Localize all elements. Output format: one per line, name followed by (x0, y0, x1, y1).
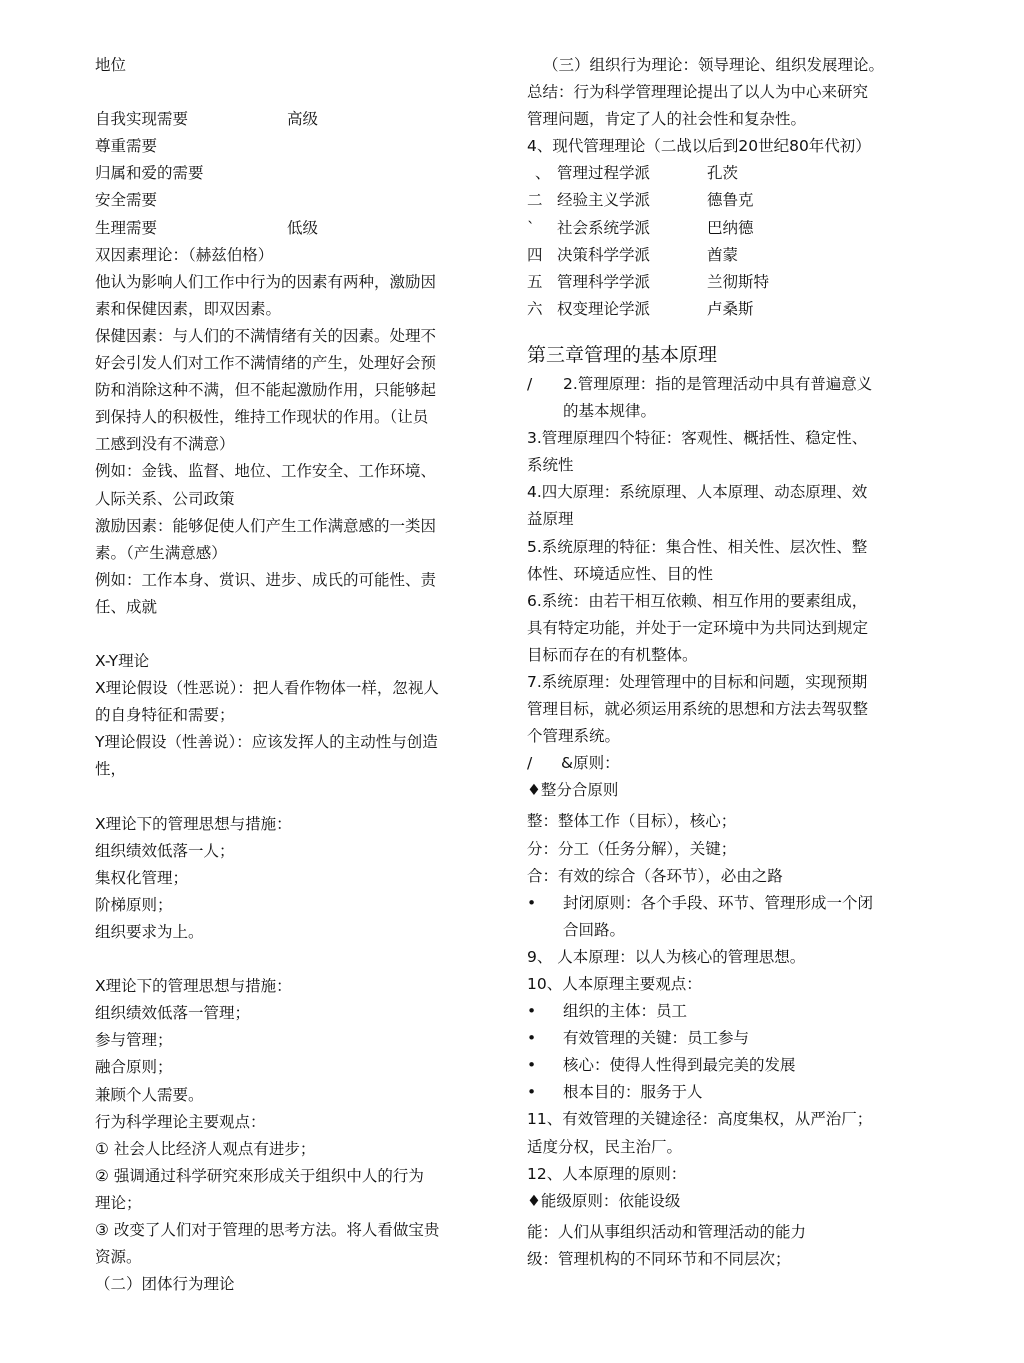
spacer (95, 621, 495, 648)
text-line: 理论； (95, 1193, 142, 1212)
text-line: 能：人们从事组织活动和管理活动的能力 (527, 1222, 807, 1241)
principles-section (527, 425, 927, 750)
text-line: ③ 改变了人们对于管理的思考方法。将人看做宝贵 (95, 1221, 440, 1240)
list-item-text: 根本目的：服务于人 (563, 1083, 703, 1102)
spacer (95, 79, 495, 106)
list-item-text: 有效管理的关键：员工参与 (563, 1029, 750, 1048)
text-line: 双因素理论：（赫兹伯格） (95, 245, 274, 264)
bullet-icon: • (527, 893, 537, 912)
text-line: 体性、环境适应性、目的性 (527, 564, 714, 583)
needs-row (95, 133, 495, 160)
need-label: 生理需要 (95, 218, 158, 237)
text-line: 管理问题，肯定了人的社会性和复杂性。 (527, 110, 807, 129)
need-label: 自我实现需要 (95, 110, 189, 129)
text-line: ① 社会人比经济人观点有进步； (95, 1139, 316, 1158)
school-name: 管理科学学派 (557, 272, 651, 291)
text-line: 12、人本原理的原则： (527, 1164, 687, 1183)
list-item (527, 187, 927, 214)
bullet-icon: • (527, 1029, 537, 1048)
item-marker: 四 (527, 245, 543, 264)
needs-row (95, 106, 495, 133)
text-line: 组织绩效低落一管理； (95, 1004, 251, 1023)
bullet-icon: • (527, 1002, 537, 1021)
text-line: 7.系统原理：处理管理中的目标和问题，实现预期 (527, 672, 868, 691)
left-column (95, 52, 495, 1298)
text-line: 地位 (95, 56, 127, 74)
text-line: 分：分工（任务分解），关键； (527, 839, 737, 858)
chapter-heading: 第三章管理的基本原理 (527, 343, 718, 366)
bullet-icon: • (527, 1056, 537, 1075)
text-line: ♦整分合原则 (527, 781, 619, 800)
text-line: 素。（产生满意感） (95, 543, 227, 562)
text-line: 11、有效管理的关键途径：高度集权，从严治厂； (527, 1110, 873, 1129)
item-marker: / (527, 754, 533, 773)
text-line: 他认为影响人们工作中行为的因素有两种，激励因 (95, 272, 437, 291)
schools-list (527, 160, 927, 323)
text-line: 级：管理机构的不同环节和不同层次； (527, 1249, 791, 1268)
text-line: 封闭原则：各个手段、环节、管理形成一个闭 (563, 893, 874, 912)
list-item (527, 269, 927, 296)
text-line: ② 强调通过科学研究來形成关于组织中人的行为 (95, 1166, 424, 1185)
text-line: 组织绩效低落一人； (95, 841, 235, 860)
text-line: （三）组织行为理论：领导理论、组织发展理论。 (543, 56, 885, 74)
text-line: 10、人本原理主要观点： (527, 975, 702, 993)
item-marker: 二 (527, 191, 543, 210)
list-item (527, 296, 927, 323)
text-line: 到保持人的积极性，维持工作现状的作用。（让员 (95, 408, 429, 427)
text-line: X理论下的管理思想与措施： (95, 814, 292, 833)
text-line: 系统性 (527, 456, 574, 475)
item-marker: 六 (527, 299, 543, 318)
bullet-icon: • (527, 1083, 537, 1102)
text-line: X-Y理论 (95, 652, 150, 671)
text-line: 2.管理原理：指的是管理活动中具有普遍意义 (563, 374, 873, 393)
text-line: 目标而存在的有机整体。 (527, 645, 698, 664)
school-name: 权变理论学派 (557, 299, 651, 318)
item-marker: 五 (527, 272, 543, 291)
spacer (95, 946, 495, 973)
text-line: 激励因素：能够促使人们产生工作满意感的一类因 (95, 516, 437, 535)
person-name: 孔茨 (707, 164, 739, 183)
need-label: 归属和爱的需要 (95, 164, 204, 183)
text-line: 管理目标，就必须运用系统的思想和方法去驾驭整 (527, 700, 869, 719)
item-marker: / (527, 374, 533, 393)
item-marker: ` (527, 218, 535, 237)
integration-principle (527, 777, 927, 889)
text-line: 例如：金钱、监督、地位、工作安全、工作环境、 (95, 462, 437, 481)
text-line: 6.系统：由若干相互依赖、相互作用的要素组成， (527, 591, 868, 610)
text-line: 素和保健因素，即双因素。 (95, 299, 282, 318)
text-line: 4.四大原理：系统原理、人本原理、动态原理、效 (527, 483, 868, 502)
two-factor-section (95, 242, 495, 621)
school-name: 经验主义学派 (557, 191, 651, 210)
list-item (527, 750, 927, 777)
text-line: 集权化管理； (95, 868, 189, 887)
text-line: 个管理系统。 (527, 727, 621, 746)
text-line: 例如：工作本身、赏识、进步、成氏的可能性、责 (95, 570, 437, 589)
person-name: 巴纳德 (707, 218, 754, 237)
list-item-text: 组织的主体：员工 (563, 1002, 688, 1021)
list-item (527, 998, 927, 1025)
text-line: ♦能级原则：依能设级 (527, 1191, 681, 1210)
text-line: &原则： (561, 754, 620, 773)
person-name: 酋蒙 (707, 245, 739, 264)
needs-row (95, 187, 495, 214)
person-name: 卢桑斯 (707, 299, 754, 318)
list-item-text: 核心：使得人性得到最完美的发展 (563, 1056, 796, 1075)
spacer (95, 784, 495, 811)
person-name: 兰彻斯特 (707, 272, 770, 291)
x-theory-measures (95, 811, 495, 946)
xy-theory-section (95, 648, 495, 783)
text-line: 的基本规律。 (563, 402, 657, 421)
text-line: 适度分权，民主治厂。 (527, 1137, 683, 1156)
school-name: 社会系统学派 (557, 218, 651, 237)
text-line: 工感到没有不满意） (95, 435, 235, 454)
right-column (527, 52, 927, 1273)
text-line: 任、成就 (95, 597, 158, 616)
list-item (527, 1079, 927, 1106)
text-line: 的自身特征和需要； (95, 706, 235, 725)
item-marker: 、 (535, 164, 551, 183)
person-name: 德鲁克 (707, 191, 754, 210)
need-level: 高级 (287, 110, 319, 129)
text-line: 合：有效的综合（各环节），必由之路 (527, 866, 783, 885)
text-line: 整：整体工作（目标），核心； (527, 812, 737, 831)
text-line: 融合原则； (95, 1058, 173, 1077)
text-line: 5.系统原理的特征：集合性、相关性、层次性、整 (527, 537, 868, 556)
text-line: Y理论假设（性善说）：应该发挥人的主动性与创造 (95, 733, 438, 752)
text-line: 具有特定功能，并处于一定环境中为共同达到规定 (527, 618, 869, 637)
list-item (527, 242, 927, 269)
y-theory-measures (95, 973, 495, 1298)
needs-row (95, 215, 495, 242)
text-line: 3.管理原理四个特征：客观性、概括性、稳定性、 (527, 429, 868, 448)
need-level: 低级 (287, 218, 319, 237)
text-line: 兼顾个人需要。 (95, 1085, 204, 1104)
text-line: 防和消除这种不满，但不能起激励作用，只能够起 (95, 381, 437, 400)
school-name: 决策科学学派 (557, 245, 651, 264)
text-line: 总结：行为科学管理理论提出了以人为中心来研究 (527, 83, 869, 102)
needs-row (95, 160, 495, 187)
text-line: X理论假设（性恶说）：把人看作物体一样，忽视人 (95, 679, 439, 698)
school-name: 管理过程学派 (557, 164, 651, 183)
text-line: （二）团体行为理论 (95, 1275, 235, 1294)
need-label: 安全需要 (95, 191, 158, 210)
text-line: 保健因素：与人们的不满情绪有关的因素。处理不 (95, 326, 437, 345)
text-line: 组织要求为上。 (95, 923, 204, 941)
text-line: 4、现代管理理论（二战以后到20世纪80年代初） (527, 137, 871, 156)
list-item (527, 1025, 927, 1052)
text-line: 好会引发人们对工作不满情绪的产生，处理好会预 (95, 354, 437, 373)
list-item (527, 1052, 927, 1079)
text-line: 资源。 (95, 1248, 142, 1267)
text-line: 参与管理； (95, 1031, 173, 1050)
text-line: 人际关系、公司政策 (95, 489, 235, 508)
bullet-list (527, 998, 927, 1106)
text-line: 9、 人本原理：以人为核心的管理思想。 (527, 947, 806, 966)
list-item (527, 215, 927, 242)
need-label: 尊重需要 (95, 137, 158, 156)
list-item (527, 160, 927, 187)
text-line: 行为科学理论主要观点： (95, 1112, 266, 1131)
text-line: 合回路。 (563, 920, 626, 939)
human-principle-section (527, 1106, 927, 1273)
text-line: X理论下的管理思想与措施： (95, 977, 292, 996)
list-item (527, 371, 927, 398)
list-item (527, 890, 927, 917)
text-line: 阶梯原则； (95, 895, 173, 914)
text-line: 益原理 (527, 510, 574, 529)
text-line: 性， (95, 760, 127, 779)
